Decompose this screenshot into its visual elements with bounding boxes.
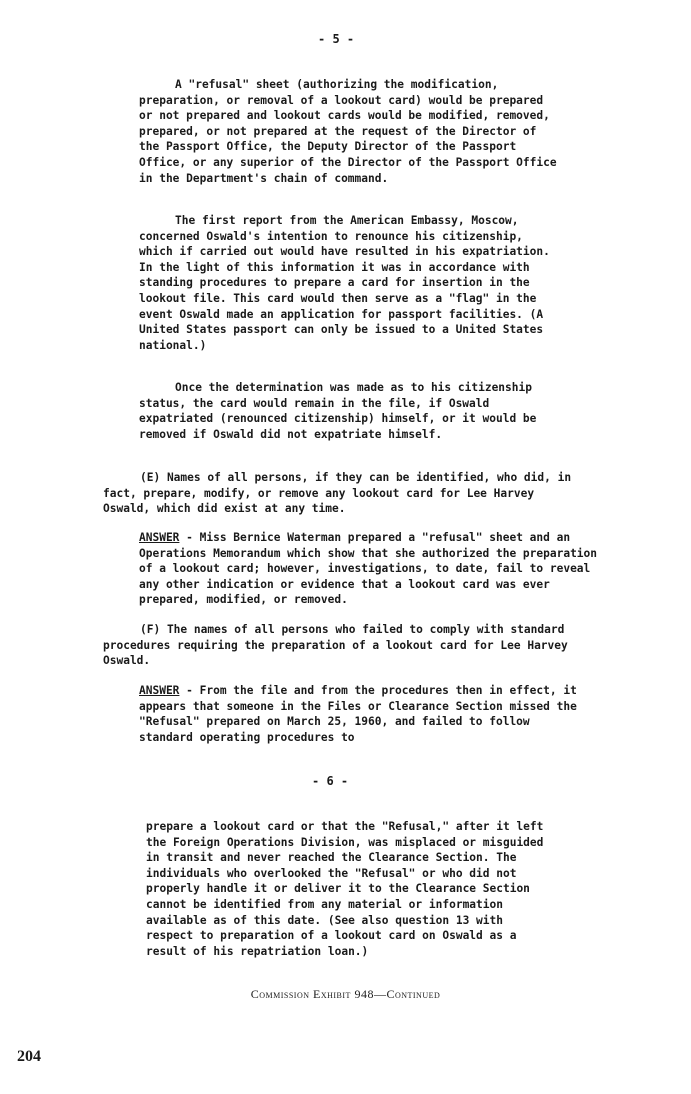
paragraph-page-6	[146, 819, 546, 959]
answer-text	[139, 530, 601, 608]
answer-label: ANSWER	[139, 684, 180, 697]
paragraph-citizenship-status	[139, 380, 559, 442]
answer-body: - Miss Bernice Waterman prepared a "refusal" sheet and an Operations Memorandum which show that she authorized the preparation of a lookout card; however, investigations, to date, fail to reveal any other indication or evidence that a lookout card was ever prepared, modified, or removed.	[139, 531, 598, 607]
folio-number: 204	[17, 1048, 41, 1065]
paragraph-refusal-sheet	[139, 77, 559, 186]
question-f	[103, 622, 579, 669]
answer-body: - From the file and from the procedures then in effect, it appears that someone in the Files or Clearance Section missed the "Refusal" prepared on March 25, 1960, and failed to follow standard operating procedures to	[139, 684, 577, 744]
question-e	[103, 470, 573, 517]
question-text: (E) Names of all persons, if they can be identified, who did, in fact, prepare, modify, or remove any lookout card for Lee Harvey Oswald, which did exist at any time.	[103, 471, 572, 516]
page-number-6: - 6 -	[312, 774, 349, 788]
answer-e	[139, 530, 601, 608]
paragraph-embassy-report	[139, 213, 559, 353]
answer-f	[139, 683, 579, 745]
answer-label: ANSWER	[139, 531, 180, 544]
paragraph-text: Once the determination was made as to his citizenship status, the card would remain in the file, if Oswald expatriated (renounced citizenship) himself, or it would be removed if Oswald did not expatriate himself.	[139, 381, 537, 441]
paragraph-text: A "refusal" sheet (authorizing the modification, preparation, or removal of a lookout card) would be prepared or not prepared and lookout cards would be modified, removed, prepared, or not prepared at the request of the Director of the Passport Office, the Deputy Director of the Passport Office, or any superior of the Director of the Passport Office in the Department's chain of command.	[139, 78, 557, 185]
paragraph-text: prepare a lookout card or that the "Refusal," after it left the Foreign Operations Division, was misplaced or misguided in transit and never reached the Clearance Section. The individuals who overlooked the "Refusal" or who did not properly handle it or deliver it to the Clearance Section cannot be identified from any material or information available as of this date. (See also question 13 with respect to preparation of a lookout card on Oswald as a result of his repatriation loan.)	[146, 820, 544, 958]
page-number-5: - 5 -	[318, 32, 355, 46]
answer-text	[139, 683, 579, 745]
question-text: (F) The names of all persons who failed to comply with standard procedures requiring the preparation of a lookout card for Lee Harvey Oswald.	[103, 623, 568, 668]
paragraph-text: The first report from the American Embassy, Moscow, concerned Oswald's intention to renounce his citizenship, which if carried out would have resulted in his expatriation. In the light of this information it was in accordance with standing procedures to prepare a card for insertion in the lookout file. This card would then serve as a "flag" in the event Oswald made an application for passport facilities. (A United States passport can only be issued to a United States national.)	[139, 214, 550, 352]
exhibit-caption: Commission Exhibit 948—Continued	[250, 987, 441, 1001]
